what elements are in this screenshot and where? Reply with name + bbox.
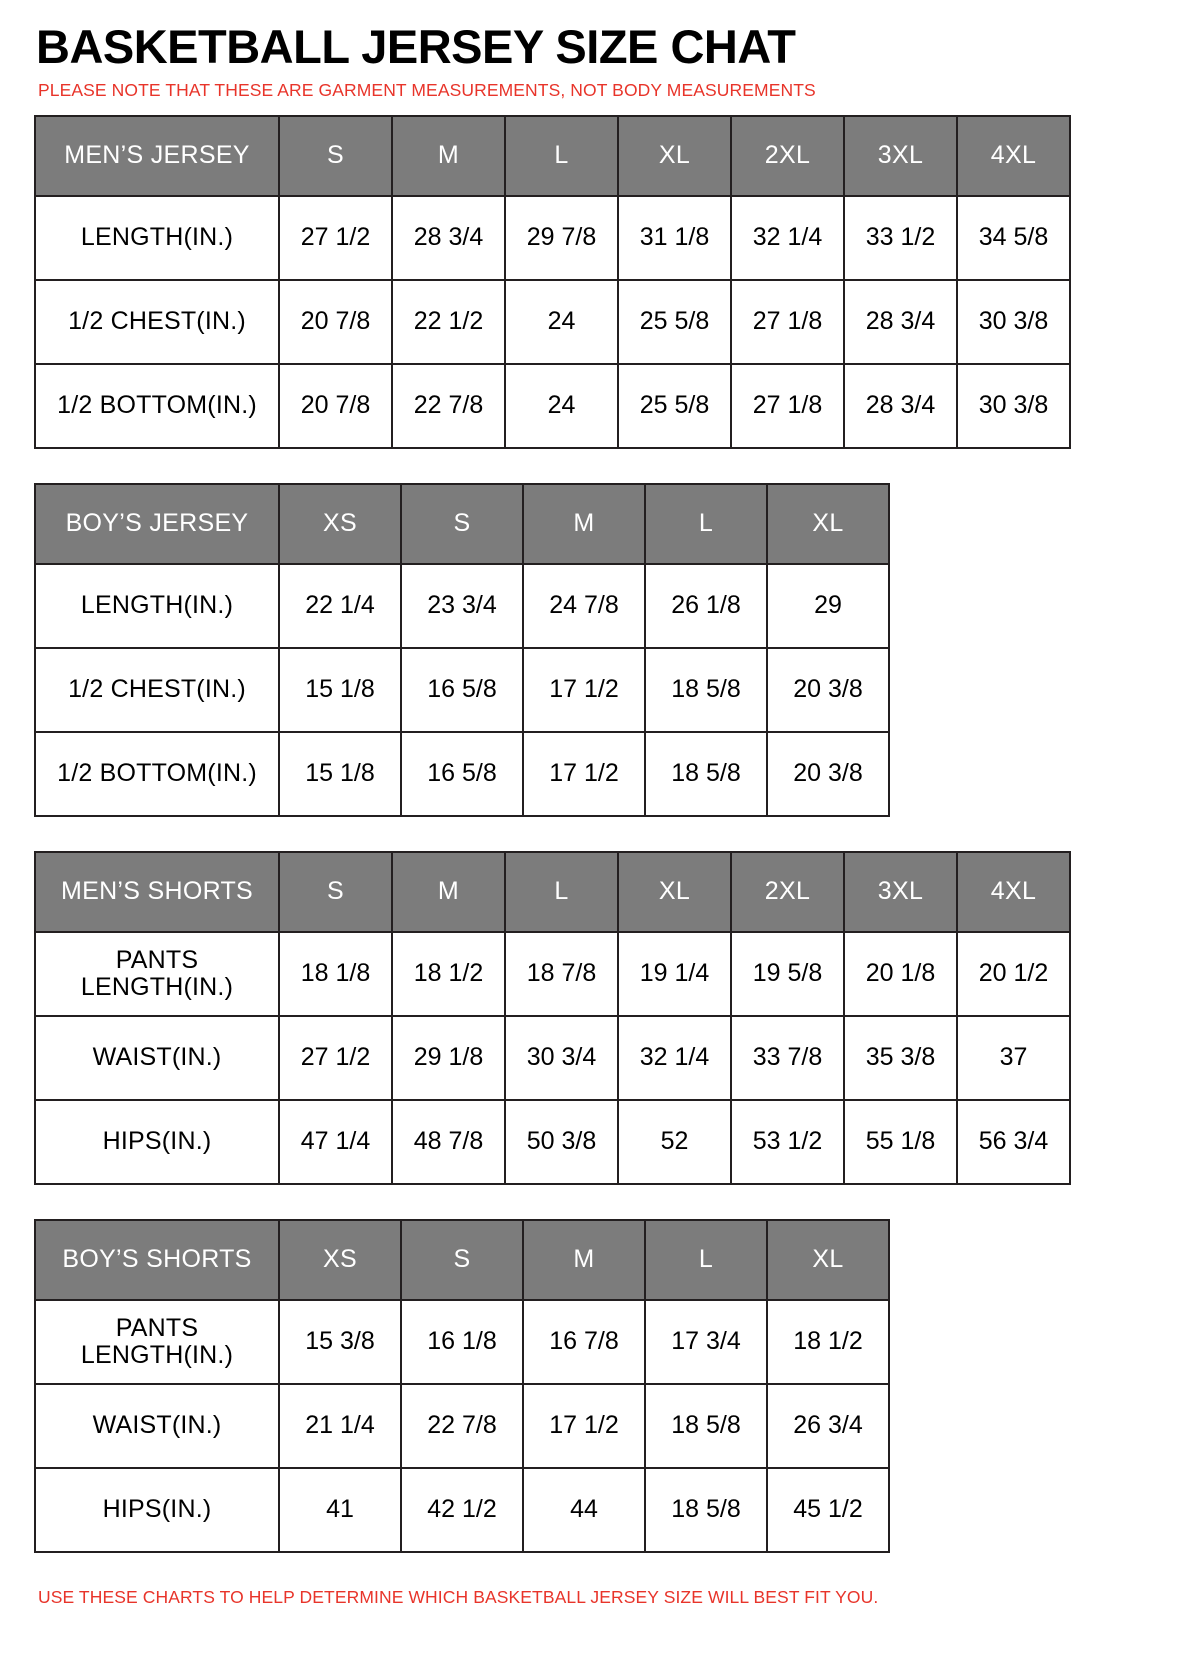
table-row (35, 1468, 889, 1552)
measurement-cell: 42 1/2 (401, 1468, 523, 1552)
row-label-cell: 1/2 CHEST(IN.) (35, 280, 279, 364)
row-label-cell: PANTS LENGTH(IN.) (35, 932, 279, 1016)
measurement-cell: 18 1/2 (392, 932, 505, 1016)
column-header-cell: XS (279, 1220, 401, 1300)
column-header-cell: 2XL (731, 852, 844, 932)
measurement-cell: 41 (279, 1468, 401, 1552)
measurement-cell: 16 7/8 (523, 1300, 645, 1384)
row-label-cell: LENGTH(IN.) (35, 196, 279, 280)
table-header-row (35, 116, 1070, 196)
measurement-cell: 17 1/2 (523, 732, 645, 816)
column-header-cell: M (523, 1220, 645, 1300)
measurement-cell: 22 1/2 (392, 280, 505, 364)
measurement-cell: 16 5/8 (401, 648, 523, 732)
measurement-cell: 25 5/8 (618, 280, 731, 364)
column-header-cell: L (505, 852, 618, 932)
measurement-cell: 45 1/2 (767, 1468, 889, 1552)
column-header-cell: M (392, 852, 505, 932)
measurement-cell: 30 3/8 (957, 280, 1070, 364)
column-header-cell: 4XL (957, 116, 1070, 196)
measurement-cell: 18 5/8 (645, 732, 767, 816)
measurement-cell: 15 3/8 (279, 1300, 401, 1384)
measurement-cell: 32 1/4 (731, 196, 844, 280)
measurement-cell: 22 7/8 (392, 364, 505, 448)
column-header-cell: M (392, 116, 505, 196)
measurement-cell: 24 (505, 280, 618, 364)
measurement-cell: 20 1/2 (957, 932, 1070, 1016)
measurement-cell: 20 7/8 (279, 364, 392, 448)
page-title: BASKETBALL JERSEY SIZE CHAT (36, 20, 796, 73)
measurement-cell: 18 7/8 (505, 932, 618, 1016)
column-header-cell: S (279, 852, 392, 932)
measurement-cell: 55 1/8 (844, 1100, 957, 1184)
measurement-cell: 17 1/2 (523, 1384, 645, 1468)
measurement-note: PLEASE NOTE THAT THESE ARE GARMENT MEASUREMENTS, NOT BODY MEASUREMENTS (38, 80, 816, 101)
table-boys-jersey (34, 483, 890, 817)
column-header-cell: S (401, 1220, 523, 1300)
measurement-cell: 44 (523, 1468, 645, 1552)
measurement-cell: 34 5/8 (957, 196, 1070, 280)
table-row (35, 564, 889, 648)
table-header-row (35, 852, 1070, 932)
measurement-cell: 30 3/8 (957, 364, 1070, 448)
measurement-cell: 28 3/4 (844, 364, 957, 448)
measurement-cell: 19 5/8 (731, 932, 844, 1016)
row-label-cell: 1/2 CHEST(IN.) (35, 648, 279, 732)
row-label-cell: HIPS(IN.) (35, 1100, 279, 1184)
measurement-cell: 27 1/8 (731, 364, 844, 448)
measurement-cell: 20 3/8 (767, 648, 889, 732)
measurement-cell: 30 3/4 (505, 1016, 618, 1100)
measurement-cell: 29 1/8 (392, 1016, 505, 1100)
measurement-cell: 15 1/8 (279, 648, 401, 732)
row-label-cell: 1/2 BOTTOM(IN.) (35, 364, 279, 448)
measurement-cell: 50 3/8 (505, 1100, 618, 1184)
measurement-cell: 28 3/4 (844, 280, 957, 364)
measurement-cell: 24 7/8 (523, 564, 645, 648)
measurement-cell: 37 (957, 1016, 1070, 1100)
column-header-cell: M (523, 484, 645, 564)
measurement-cell: 19 1/4 (618, 932, 731, 1016)
measurement-cell: 25 5/8 (618, 364, 731, 448)
measurement-cell: 56 3/4 (957, 1100, 1070, 1184)
measurement-cell: 26 3/4 (767, 1384, 889, 1468)
measurement-cell: 27 1/2 (279, 196, 392, 280)
row-label-cell: PANTS LENGTH(IN.) (35, 1300, 279, 1384)
measurement-cell: 27 1/8 (731, 280, 844, 364)
table-row (35, 364, 1070, 448)
column-header-cell: XL (618, 116, 731, 196)
measurement-cell: 29 (767, 564, 889, 648)
measurement-cell: 17 1/2 (523, 648, 645, 732)
column-header-cell: L (505, 116, 618, 196)
table-row (35, 1300, 889, 1384)
table-title-cell: BOY’S SHORTS (35, 1220, 279, 1300)
measurement-cell: 18 5/8 (645, 1468, 767, 1552)
column-header-cell: L (645, 484, 767, 564)
measurement-cell: 22 7/8 (401, 1384, 523, 1468)
measurement-cell: 21 1/4 (279, 1384, 401, 1468)
measurement-cell: 17 3/4 (645, 1300, 767, 1384)
measurement-cell: 20 3/8 (767, 732, 889, 816)
table-title-cell: BOY’S JERSEY (35, 484, 279, 564)
row-label-cell: LENGTH(IN.) (35, 564, 279, 648)
measurement-cell: 18 5/8 (645, 648, 767, 732)
table-header-row (35, 484, 889, 564)
measurement-cell: 23 3/4 (401, 564, 523, 648)
measurement-cell: 28 3/4 (392, 196, 505, 280)
table-row (35, 1384, 889, 1468)
table-row (35, 732, 889, 816)
measurement-cell: 22 1/4 (279, 564, 401, 648)
measurement-cell: 53 1/2 (731, 1100, 844, 1184)
table-mens-shorts (34, 851, 1071, 1185)
column-header-cell: 4XL (957, 852, 1070, 932)
measurement-cell: 32 1/4 (618, 1016, 731, 1100)
table-row (35, 280, 1070, 364)
measurement-cell: 15 1/8 (279, 732, 401, 816)
measurement-cell: 18 5/8 (645, 1384, 767, 1468)
table-header-row (35, 1220, 889, 1300)
table-row (35, 1100, 1070, 1184)
table-row (35, 648, 889, 732)
measurement-cell: 16 5/8 (401, 732, 523, 816)
column-header-cell: 3XL (844, 116, 957, 196)
table-mens-jersey (34, 115, 1071, 449)
table-row (35, 932, 1070, 1016)
column-header-cell: XL (618, 852, 731, 932)
measurement-cell: 16 1/8 (401, 1300, 523, 1384)
measurement-cell: 33 1/2 (844, 196, 957, 280)
table-boys-shorts (34, 1219, 890, 1553)
row-label-cell: WAIST(IN.) (35, 1384, 279, 1468)
column-header-cell: XL (767, 1220, 889, 1300)
measurement-cell: 33 7/8 (731, 1016, 844, 1100)
measurement-cell: 47 1/4 (279, 1100, 392, 1184)
measurement-cell: 24 (505, 364, 618, 448)
page-footer-note: USE THESE CHARTS TO HELP DETERMINE WHICH BASKETBALL JERSEY SIZE WILL BEST FIT YOU. (38, 1586, 879, 1607)
measurement-cell: 20 7/8 (279, 280, 392, 364)
row-label-cell: HIPS(IN.) (35, 1468, 279, 1552)
measurement-cell: 18 1/2 (767, 1300, 889, 1384)
column-header-cell: S (279, 116, 392, 196)
row-label-cell: 1/2 BOTTOM(IN.) (35, 732, 279, 816)
measurement-cell: 52 (618, 1100, 731, 1184)
table-row (35, 196, 1070, 280)
size-tables (34, 115, 1170, 1553)
table-title-cell: MEN’S JERSEY (35, 116, 279, 196)
measurement-cell: 29 7/8 (505, 196, 618, 280)
column-header-cell: S (401, 484, 523, 564)
measurement-cell: 20 1/8 (844, 932, 957, 1016)
table-title-cell: MEN’S SHORTS (35, 852, 279, 932)
measurement-cell: 27 1/2 (279, 1016, 392, 1100)
column-header-cell: XS (279, 484, 401, 564)
column-header-cell: 2XL (731, 116, 844, 196)
column-header-cell: L (645, 1220, 767, 1300)
measurement-cell: 26 1/8 (645, 564, 767, 648)
measurement-cell: 35 3/8 (844, 1016, 957, 1100)
measurement-cell: 48 7/8 (392, 1100, 505, 1184)
column-header-cell: XL (767, 484, 889, 564)
measurement-cell: 18 1/8 (279, 932, 392, 1016)
row-label-cell: WAIST(IN.) (35, 1016, 279, 1100)
column-header-cell: 3XL (844, 852, 957, 932)
table-row (35, 1016, 1070, 1100)
measurement-cell: 31 1/8 (618, 196, 731, 280)
